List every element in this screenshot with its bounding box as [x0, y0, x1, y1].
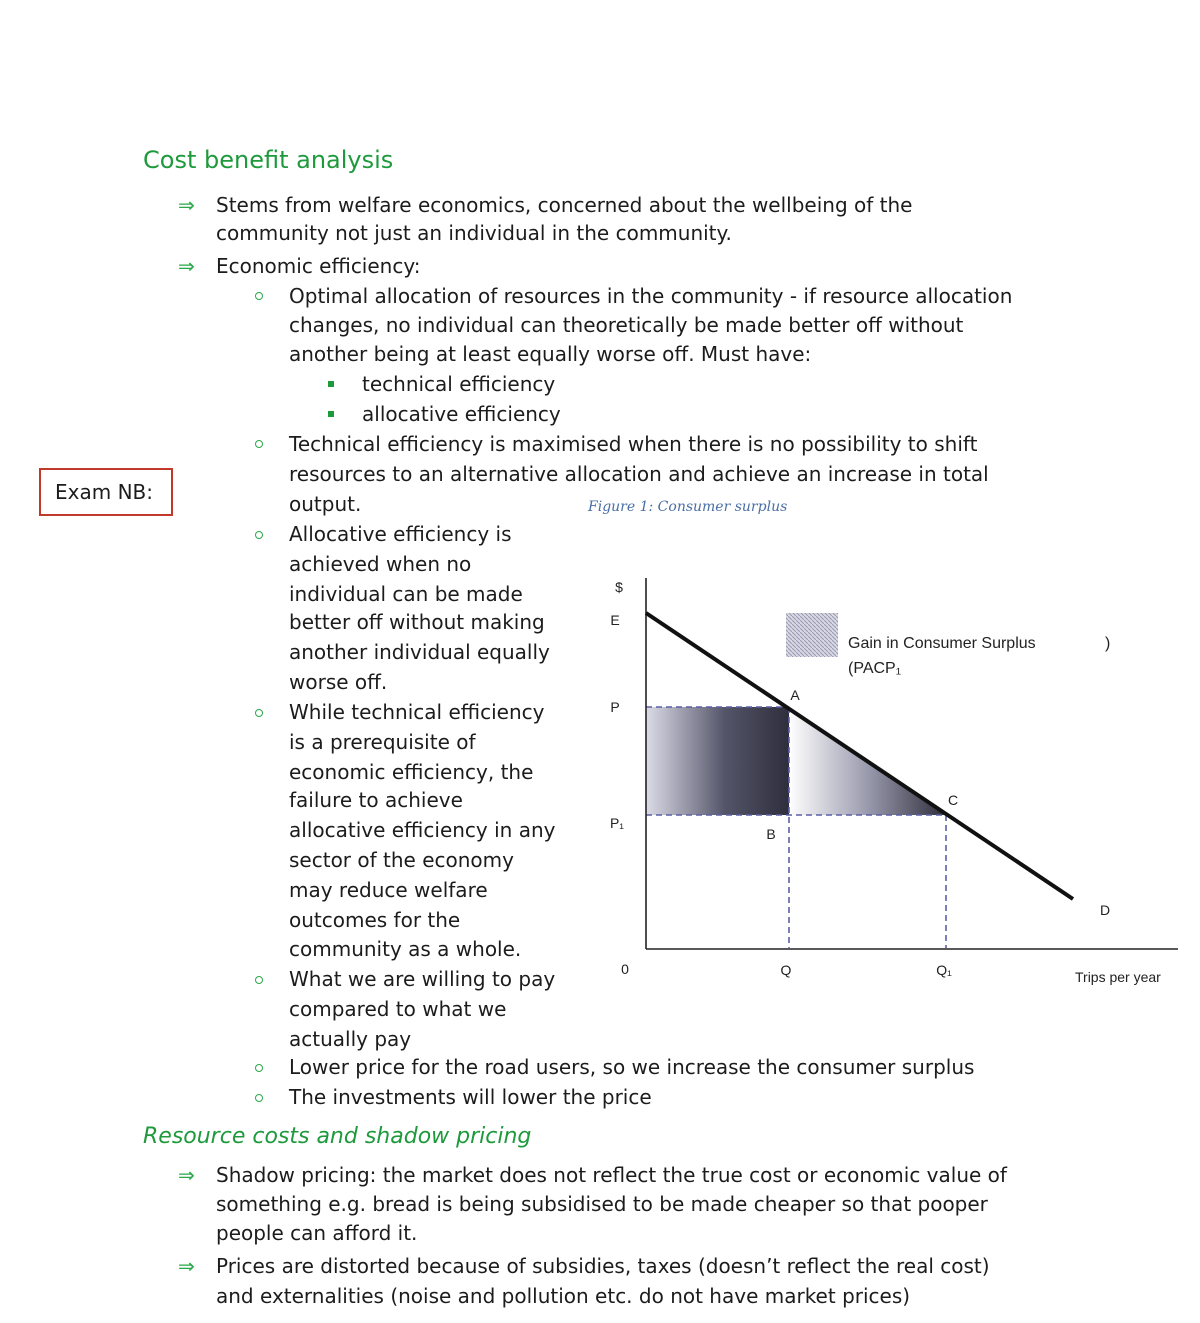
y-tick-label: P [610, 699, 620, 715]
sub-bullet-text: better off without making [289, 610, 545, 634]
figure-caption: Figure 1: Consumer surplus [588, 499, 788, 515]
sub-bullet-text: may reduce welfare [289, 878, 488, 902]
sub-sub-bullet-text: technical efficiency [362, 372, 556, 396]
y-axis-label: $ [615, 579, 623, 595]
point-label-c: C [947, 792, 959, 808]
legend-label: Gain in Consumer Surplus [848, 635, 1036, 652]
sub-bullet-text: While technical efficiency [289, 700, 545, 724]
sub-sub-bullet-text: allocative efficiency [362, 402, 561, 426]
double-arrow-icon: ⇒ [178, 1254, 195, 1278]
y-tick-label: E [610, 612, 620, 628]
sub-bullet-text: changes, no individual can theoretically be made better off without [289, 313, 964, 337]
sub-bullet-text: another individual equally [289, 640, 550, 664]
bullet-text: people can afford it. [216, 1221, 418, 1245]
exam-nb-box: Exam NB: [39, 468, 173, 516]
sub-bullet-text: resources to an alternative allocation and achieve an increase in total [289, 462, 989, 486]
sub-bullet-text: economic efficiency, the [289, 760, 534, 784]
sub-bullet-text: compared to what we [289, 997, 507, 1021]
sub-bullet-text: Optimal allocation of resources in the community - if resource allocation [289, 284, 1013, 308]
double-arrow-icon: ⇒ [178, 1163, 195, 1187]
bullet-text: Stems from welfare economics, concerned about the wellbeing of the [216, 193, 913, 217]
sub-bullet-text: outcomes for the [289, 908, 461, 932]
section-heading: Resource costs and shadow pricing [143, 1124, 532, 1149]
sub-bullet-text: community as a whole. [289, 937, 522, 961]
sub-bullet-text: actually pay [289, 1027, 412, 1051]
x-axis-label: Trips per year [1075, 969, 1161, 985]
bullet-text: Shadow pricing: the market does not reflect the true cost or economic value of [216, 1163, 1007, 1187]
point-label-a: A [790, 687, 800, 703]
legend-swatch [786, 613, 838, 657]
bullet-text: community not just an individual in the community. [216, 221, 732, 245]
page-title: Cost benefit analysis [143, 146, 394, 174]
sub-bullet-text: individual can be made [289, 582, 523, 606]
point-label-b: B [766, 826, 776, 842]
legend-closing-paren: ) [1105, 635, 1111, 652]
bullet-text: Economic efficiency: [216, 254, 421, 278]
point-label-d: D [1099, 902, 1111, 918]
legend-label: (PACP₁ [848, 660, 902, 677]
sub-bullet-text: Lower price for the road users, so we increase the consumer surplus [289, 1055, 975, 1079]
sub-bullet-text: What we are willing to pay [289, 967, 556, 991]
double-arrow-icon: ⇒ [178, 193, 195, 217]
x-tick-label: Q [780, 962, 792, 978]
sub-bullet-text: Allocative efficiency is [289, 522, 512, 546]
sub-bullet-text: worse off. [289, 670, 388, 694]
origin-label: 0 [621, 961, 629, 977]
bullet-text: and externalities (noise and pollution etc. do not have market prices) [216, 1284, 911, 1308]
y-tick-label: P₁ [609, 815, 625, 831]
sub-bullet-text: failure to achieve [289, 788, 463, 812]
sub-bullet-text: is a prerequisite of [289, 730, 476, 754]
bullet-text: Prices are distorted because of subsidies, taxes (doesn’t reflect the real cost) [216, 1254, 990, 1278]
sub-bullet-text: achieved when no [289, 552, 472, 576]
sub-bullet-text: Technical efficiency is maximised when there is no possibility to shift [289, 432, 978, 456]
sub-bullet-text: another being at least equally worse off. Must have: [289, 342, 812, 366]
surplus-rectangle [646, 707, 789, 815]
x-tick-label: Q₁ [936, 962, 952, 978]
bullet-text: something e.g. bread is being subsidised to be made cheaper so that pooper [216, 1192, 988, 1216]
sub-bullet-text: The investments will lower the price [289, 1085, 652, 1109]
sub-bullet-text: sector of the economy [289, 848, 514, 872]
sub-bullet-text: allocative efficiency in any [289, 818, 556, 842]
double-arrow-icon: ⇒ [178, 254, 195, 278]
sub-bullet-text: output. [289, 492, 362, 516]
